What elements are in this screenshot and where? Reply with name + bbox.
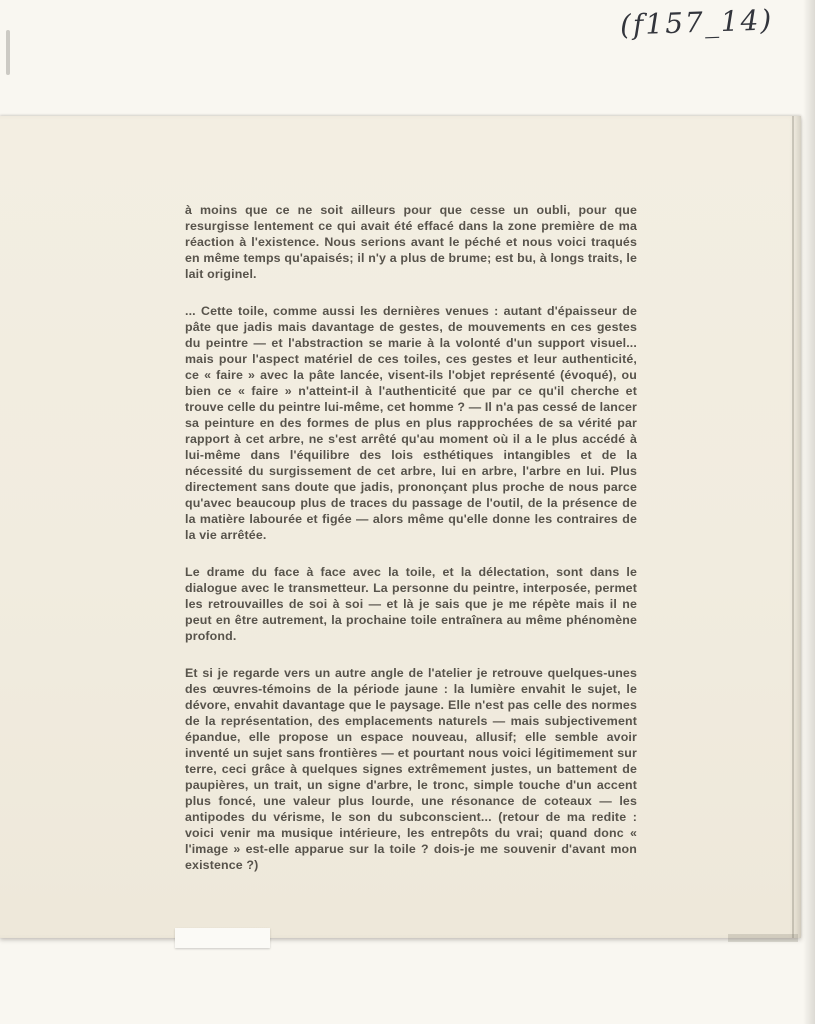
body-text <box>185 202 637 873</box>
scan-edge-shadow <box>803 0 815 1024</box>
bottom-corner-shadow <box>728 934 798 942</box>
paragraph-2: ... Cette toile, comme aussi les dernières venues : autant d'épaisseur de pâte que jadis mais davantage de gestes, de mouvements en ces gestes du peintre — et l'abstraction se marie à la volonté d'un support visuel... mais pour l'aspect matériel de ces toiles, ces gestes et leur authenticité, ce « faire » avec la pâte lancée, visent-ils l'objet représenté (évoqué), ou bien ce « faire » n'atteint-il à l'authenticité que par ce qu'il cherche et trouve celle du peintre lui-même, cet homme ? — Il n'a pas cessé de lancer sa peinture en des formes de plus en plus rapprochées de sa vérité par rapport à cet arbre, ne s'est arrêté qu'au moment où il a le plus accédé à lui-même dans l'équilibre des lois esthétiques intangibles et de la nécessité du surgissement de cet arbre, lui en arbre, l'arbre en lui. Plus directement sans doute que jadis, prononçant plus proche de nous parce qu'avec beaucoup plus de traces du passage de l'outil, de la présence de la matière labourée et figée — alors même qu'elle donne les contraires de la vie arrêtée. <box>185 304 638 542</box>
book-page <box>0 116 801 938</box>
paragraph-3: Le drame du face à face avec la toile, et la délectation, sont dans le dialogue avec le transmetteur. La personne du peintre, interposée, permet les retrouvailles de soi à soi — et là je sais que je me répète mais il ne peut en être autrement, la prochaine toile entraînera au même phénomène profond. <box>185 565 637 643</box>
bottom-paper-tab <box>175 928 270 948</box>
scanner-edge-mark <box>6 30 10 75</box>
handwritten-file-number: (f157_14) <box>619 3 774 42</box>
paragraph-1: à moins que ce ne soit ailleurs pour que cesse un oubli, pour que resurgisse lentement ce qui avait été effacé dans la zone première de ma réaction à l'existence. Nous serions avant le péché et nous voici traqués en même temps qu'apaisés; il n'y a plus de brume; est bu, à longs traits, le lait originel. <box>185 203 637 281</box>
paragraph-4: Et si je regarde vers un autre angle de l'atelier je retrouve quelques-unes des œuvres-témoins de la période jaune : la lumière envahit le sujet, le dévore, envahit davantage que le paysage. Elle n'est pas celle des normes de la représentation, des emplacements naturels — mais subjectivement épandue, elle propose un espace nouveau, allusif; elle semble avoir inventé un sujet sans frontières — et pourtant nous voici légitimement sur terre, ceci grâce à quelques signes extrêmement justes, un battement de paupières, un trait, un signe d'arbre, le tronc, simple touche d'un accent plus foncé, une valeur plus lourde, une résonance de coteaux — les antipodes du vérisme, le son du subconscient... (retour de ma redite : voici venir ma musique intérieure, les entrepôts du vrai; quand donc « l'image » est-elle apparue sur la toile ? dois-je me souvenir d'avant mon existence ?) <box>185 666 637 872</box>
page-edge-line <box>792 116 794 938</box>
